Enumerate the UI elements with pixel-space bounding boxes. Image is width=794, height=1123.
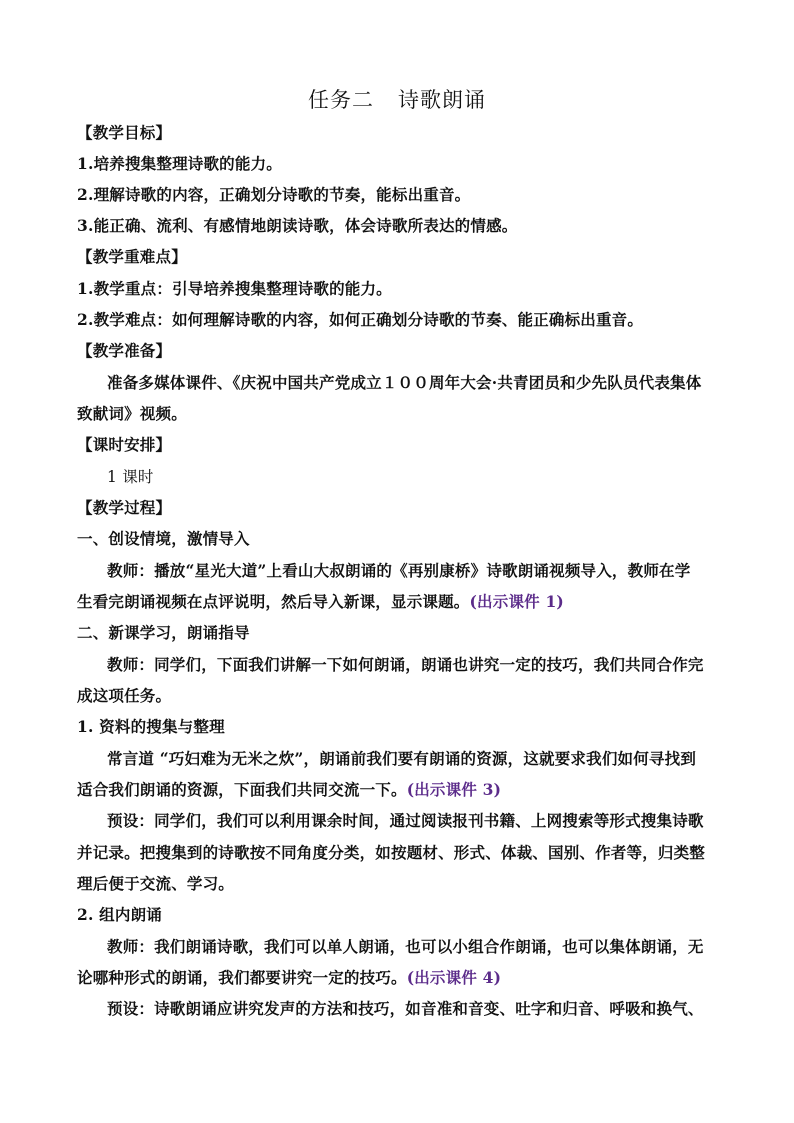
sub-1-line-2-text: 适合我们朗诵的资源，下面我们共同交流一下。 bbox=[77, 780, 407, 799]
key-2: 2.教学难点：如何理解诗歌的内容，如何正确划分诗歌的节奏、能正确标出重音。 bbox=[77, 310, 644, 329]
sub-2-slide-ref: (出示课件 4) bbox=[406, 968, 502, 987]
sub-2-heading: 2. 组内朗诵 bbox=[77, 905, 162, 924]
step-2-heading: 二、新课学习，朗诵指导 bbox=[77, 623, 250, 642]
step-1-line-1: 教师：播放“星光大道”上看山大叔朗诵的《再别康桥》诗歌朗诵视频导入，教师在学 bbox=[107, 561, 691, 580]
sub-2-line-1: 教师：我们朗诵诗歌，我们可以单人朗诵，也可以小组合作朗诵，也可以集体朗诵，无 bbox=[107, 937, 704, 956]
goal-1: 1.培养搜集整理诗歌的能力。 bbox=[77, 154, 282, 173]
sub-1-preset-1: 预设：同学们，我们可以利用课余时间，通过阅读报刊书籍、上网搜索等形式搜集诗歌 bbox=[107, 811, 704, 830]
sub-1-slide-ref: (出示课件 3) bbox=[406, 780, 502, 799]
step-1-line-2-text: 生看完朗诵视频在点评说明，然后导入新课，显示课题。 bbox=[77, 592, 470, 611]
key-1: 1.教学重点：引导培养搜集整理诗歌的能力。 bbox=[77, 279, 392, 298]
step-1-line-2 bbox=[77, 591, 722, 613]
sub-1-line-2 bbox=[77, 779, 722, 801]
sub-2-line-2 bbox=[77, 967, 722, 989]
prep-heading: 【教学准备】 bbox=[77, 341, 172, 360]
sub-1-heading: 1. 资料的搜集与整理 bbox=[77, 717, 225, 736]
goals-heading: 【教学目标】 bbox=[77, 123, 172, 142]
step-1-slide-ref: (出示课件 1) bbox=[469, 592, 564, 611]
prep-line-2: 致献词》视频。 bbox=[77, 404, 187, 423]
schedule-text: 1 课时 bbox=[107, 468, 154, 486]
title-part1: 任务二 bbox=[308, 88, 374, 112]
prep-line-1: 准备多媒体课件、《庆祝中国共产党成立１００周年大会·共青团员和少先队员代表集体 bbox=[107, 373, 702, 392]
key-heading: 【教学重难点】 bbox=[77, 247, 187, 266]
goal-2: 2.理解诗歌的内容，正确划分诗歌的节奏，能标出重音。 bbox=[77, 185, 471, 204]
sub-1-line-1: 常言道 “巧妇难为无米之炊”，朗诵前我们要有朗诵的资源，这就要求我们如何寻找到 bbox=[107, 749, 697, 768]
step-2-line-1: 教师：同学们，下面我们讲解一下如何朗诵，朗诵也讲究一定的技巧，我们共同合作完 bbox=[107, 655, 704, 674]
process-heading: 【教学过程】 bbox=[77, 498, 172, 517]
sub-1-preset-2: 并记录。把搜集到的诗歌按不同角度分类，如按题材、形式、体裁、国别、作者等，归类整 bbox=[77, 843, 706, 862]
sub-1-preset-3: 理后便于交流、学习。 bbox=[77, 874, 235, 893]
title-part2: 诗歌朗诵 bbox=[398, 88, 486, 112]
sub-2-preset-1: 预设：诗歌朗诵应讲究发声的方法和技巧，如音准和音变、吐字和归音、呼吸和换气、 bbox=[107, 999, 704, 1018]
step-2-line-2: 成这项任务。 bbox=[77, 686, 172, 705]
step-1-heading: 一、创设情境，激情导入 bbox=[77, 529, 250, 548]
sub-2-line-2-text: 论哪种形式的朗诵，我们都要讲究一定的技巧。 bbox=[77, 968, 407, 987]
goal-3: 3.能正确、流利、有感情地朗读诗歌，体会诗歌所表达的情感。 bbox=[77, 216, 518, 235]
page-title bbox=[0, 86, 794, 114]
schedule-heading: 【课时安排】 bbox=[77, 435, 172, 454]
